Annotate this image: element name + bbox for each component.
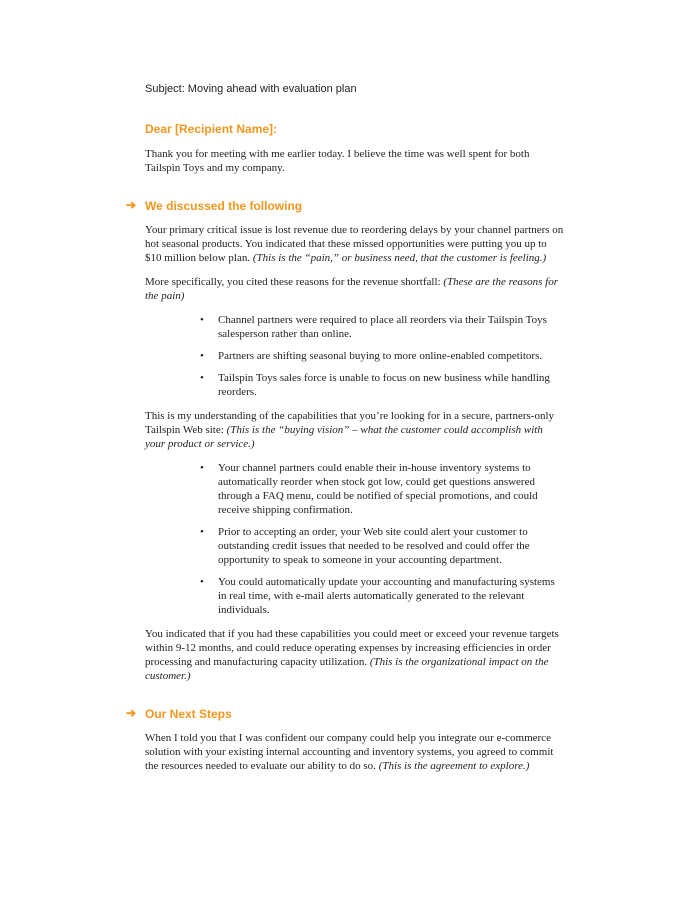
capabilities-bullet-list (145, 461, 565, 617)
list-item-text: Prior to accepting an order, your Web site could alert your customer to outstanding credit issues that needed to be resolved and could offer the opportunity to speak to someone in your accounting department. (218, 526, 530, 566)
heading-arrow-icon: ➔ (126, 198, 137, 212)
list-item-text: You could automatically update your accounting and manufacturing systems in real time, with e-mail alerts automatically generated to the relevant individuals. (218, 576, 555, 616)
list-item-text: Tailspin Toys sales force is unable to focus on new business while handling reorders. (218, 372, 550, 398)
paragraph-revenue-targets (145, 627, 565, 683)
list-item (200, 525, 565, 567)
section-heading-next-steps (126, 706, 565, 722)
bullet-icon: • (200, 462, 204, 474)
section-heading-label: We discussed the following (145, 199, 303, 213)
bullet-icon: • (200, 314, 204, 326)
list-item (200, 313, 565, 341)
bullet-icon: • (200, 372, 204, 384)
salutation: Dear [Recipient Name]: (145, 122, 278, 136)
paragraph-italic-note: (This is the “buying vision” – what the customer could accomplish with your product or service.) (145, 424, 543, 450)
intro-paragraph: Thank you for meeting with me earlier today. I believe the time was well spent for both Tailspin Toys and my company. (145, 148, 530, 174)
paragraph-agreement (145, 731, 565, 773)
paragraph-revenue-shortfall (145, 275, 565, 303)
list-item-text: Partners are shifting seasonal buying to more online-enabled competitors. (218, 350, 543, 362)
paragraph-text: This is my understanding of the capabilities that you’re looking for in a secure, partners-only Tailspin Web site: (145, 410, 555, 436)
paragraph-capabilities (145, 409, 565, 451)
bullet-icon: • (200, 526, 204, 538)
paragraph-italic-note: (This is the agreement to explore.) (378, 760, 530, 772)
letter-body (126, 82, 565, 783)
subject-line: Subject: Moving ahead with evaluation plan (145, 83, 357, 95)
paragraph-text: You indicated that if you had these capabilities you could meet or exceed your revenue targets within 9-12 months, and could reduce operating expenses by increasing efficiencies in order processing and manufacturing capacity utilization. (145, 628, 559, 668)
list-item-text: Channel partners were required to place all reorders via their Tailspin Toys salesperson rather than online. (218, 314, 547, 340)
paragraph-text: More specifically, you cited these reasons for the revenue shortfall: (145, 276, 444, 288)
paragraph-text: When I told you that I was confident our company could help you integrate our e-commerce solution with your existing internal accounting and inventory systems, you agreed to commit the resources needed to evaluate our ability to do so. (145, 732, 554, 772)
paragraph-italic-note: (This is the organizational impact on the customer.) (145, 656, 549, 682)
paragraph-text: Your primary critical issue is lost revenue due to reordering delays by your channel partners on hot seasonal products. You indicated that these missed opportunities were putting you up to $10 million below plan. (145, 224, 564, 264)
list-item (200, 461, 565, 517)
list-item-text: Your channel partners could enable their in-house inventory systems to automatically reorder when stock got low, could get questions answered through a FAQ menu, could be notified of special promotions, and could receive shipping confirmation. (218, 462, 538, 516)
paragraph-critical-issue (145, 223, 565, 265)
paragraph-italic-note: (This is the “pain,” or business need, that the customer is feeling.) (252, 252, 547, 264)
section-heading-label: Our Next Steps (145, 707, 232, 721)
bullet-icon: • (200, 350, 204, 362)
paragraph-italic-note: (These are the reasons for the pain) (145, 276, 559, 302)
reasons-bullet-list (145, 313, 565, 399)
bullet-icon: • (200, 576, 204, 588)
list-item (200, 575, 565, 617)
list-item (200, 349, 565, 363)
heading-arrow-icon: ➔ (126, 706, 137, 720)
section-heading-we-discussed (126, 198, 565, 214)
list-item (200, 371, 565, 399)
